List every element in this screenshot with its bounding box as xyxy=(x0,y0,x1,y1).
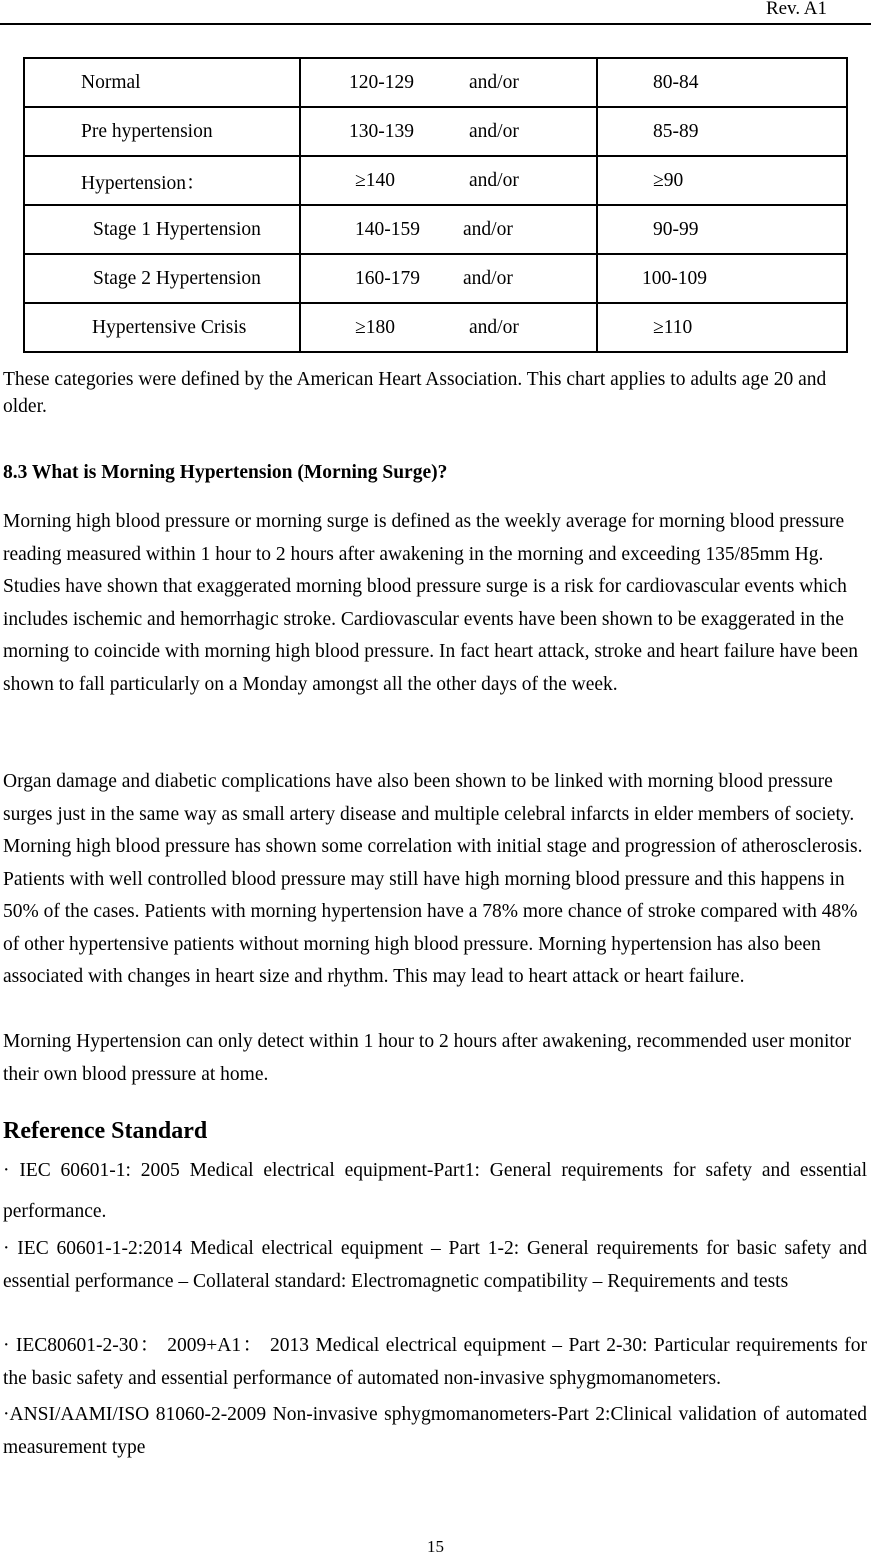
diastolic-cell: ≥90 xyxy=(597,156,847,205)
connector-text: and/or xyxy=(463,267,513,289)
category-cell: Hypertensive Crisis xyxy=(24,303,300,352)
systolic-cell xyxy=(300,58,597,107)
diastolic-cell: 100-109 xyxy=(597,254,847,303)
table-row xyxy=(24,254,847,303)
systolic-cell xyxy=(300,107,597,156)
connector-text: and/or xyxy=(469,169,519,191)
connector-text: and/or xyxy=(463,218,513,240)
category-cell: Hypertension： xyxy=(24,156,300,205)
table-row xyxy=(24,156,847,205)
systolic-cell xyxy=(300,303,597,352)
category-cell: Stage 1 Hypertension xyxy=(24,205,300,254)
connector-text: and/or xyxy=(469,120,519,142)
diastolic-cell: 90-99 xyxy=(597,205,847,254)
table-row xyxy=(24,205,847,254)
diastolic-cell: ≥110 xyxy=(597,303,847,352)
category-cell: Normal xyxy=(24,58,300,107)
connector-text: and/or xyxy=(469,71,519,93)
page-number: 15 xyxy=(427,1537,444,1556)
systolic-value: 140-159 xyxy=(355,218,420,240)
systolic-cell xyxy=(300,254,597,303)
systolic-value: 120-129 xyxy=(349,71,414,93)
body-paragraph: Morning Hypertension can only detect within 1 hour to 2 hours after awakening, recommended user monitor their own blood pressure at home. xyxy=(3,1031,852,1085)
systolic-cell xyxy=(300,156,597,205)
systolic-value: ≥140 xyxy=(355,169,395,191)
systolic-cell xyxy=(300,205,597,254)
blood-pressure-table xyxy=(23,57,848,353)
header-rule xyxy=(0,23,871,25)
table-row xyxy=(24,107,847,156)
connector-text: and/or xyxy=(469,316,519,338)
category-cell: Stage 2 Hypertension xyxy=(24,254,300,303)
table-row xyxy=(24,58,847,107)
reference-item: · IEC 60601-1: 2005 Medical electrical equipment-Part1: General requirements for safety and essential performance. xyxy=(3,1160,867,1222)
table-row xyxy=(24,303,847,352)
reference-item: · IEC80601-2-30： 2009+A1： 2013 Medical electrical equipment – Part 2-30: Particular requirements for the basic safety and essential performance of automated non-invasive sphygmomanometers. xyxy=(3,1335,867,1389)
revision-label: Rev. A1 xyxy=(765,0,827,19)
category-cell: Pre hypertension xyxy=(24,107,300,156)
body-paragraph: Organ damage and diabetic complications have also been shown to be linked with morning blood pressure surges just in the same way as small artery disease and multiple celebral infarcts in elder members of society. Morning high blood pressure has shown some correlation with initial stage and progression of atherosclerosis. Patients with well controlled blood pressure may still have high morning blood pressure and this happens in 50% of the cases. Patients with morning hypertension have a 78% more chance of stroke compared with 48% of other hypertensive patients without morning high blood pressure. Morning hypertension has also been associated with changes in heart size and rhythm. This may lead to heart attack or heart failure. xyxy=(3,771,863,987)
reference-title: Reference Standard xyxy=(3,1118,208,1144)
table-caption: These categories were defined by the American Heart Association. This chart applies to adults age 20 and older. xyxy=(3,369,827,417)
reference-item: ·ANSI/AAMI/ISO 81060-2-2009 Non-invasive sphygmomanometers-Part 2:Clinical validation of automated measurement type xyxy=(3,1404,867,1458)
body-paragraph: Morning high blood pressure or morning surge is defined as the weekly average for morning blood pressure reading measured within 1 hour to 2 hours after awakening in the morning and exceeding 135/85mm Hg. Studies have shown that exaggerated morning blood pressure surge is a risk for cardiovascular events which includes ischemic and hemorrhagic stroke. Cardiovascular events have been shown to be exaggerated in the morning to coincide with morning high blood pressure. In fact heart attack, stroke and heart failure have been shown to fall particularly on a Monday amongst all the other days of the week. xyxy=(3,511,859,695)
section-heading: 8.3 What is Morning Hypertension (Morning Surge)? xyxy=(3,462,448,483)
diastolic-cell: 80-84 xyxy=(597,58,847,107)
systolic-value: 160-179 xyxy=(355,267,420,289)
systolic-value: ≥180 xyxy=(355,316,395,338)
reference-item: · IEC 60601-1-2:2014 Medical electrical equipment – Part 1-2: General requirements for basic safety and essential performance – Collateral standard: Electromagnetic compatibility – Requirements and tests xyxy=(3,1238,867,1292)
diastolic-cell: 85-89 xyxy=(597,107,847,156)
systolic-value: 130-139 xyxy=(349,120,414,142)
